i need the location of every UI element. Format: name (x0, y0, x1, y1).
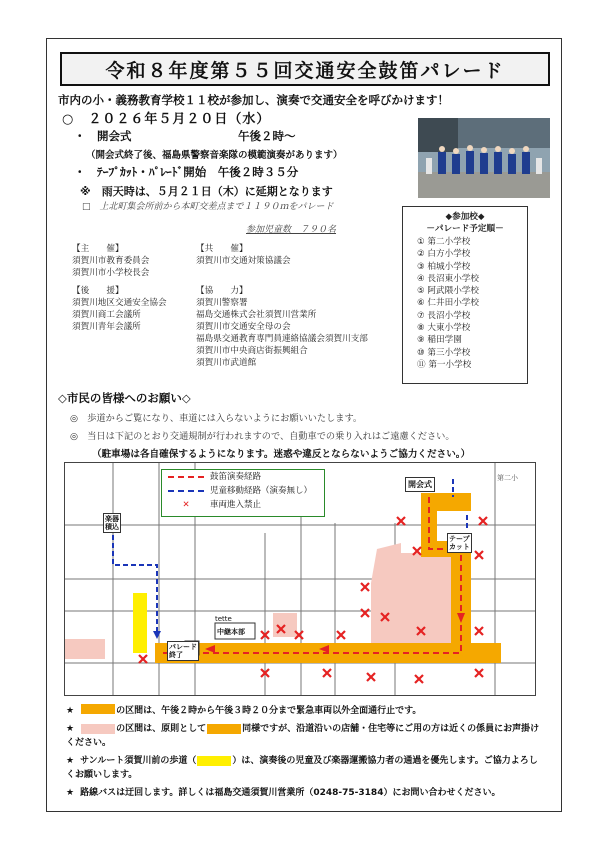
support-title: 【後 援】 (72, 286, 124, 296)
page-title: 令和８年度第５５回交通安全鼓笛パレード (60, 52, 550, 86)
pink-swatch (81, 724, 115, 734)
school-list-subheading: －パレード予定順－ (426, 224, 504, 234)
opening-marker: 開会式 (405, 477, 435, 492)
opening-note: （開会式終了後、福島県警察音楽隊の模範演奏があります） (86, 150, 343, 161)
opening-label: ・ 開会式 (74, 129, 132, 143)
list-item: ⑧ 大東小学校 (417, 323, 471, 334)
parking-note: （駐車場は各自確保するようになります。迷惑や違反とならないようご協力ください。） (92, 449, 471, 460)
list-item: ⑪ 第一小学校 (417, 359, 472, 370)
list-item: ⑤ 阿武隈小学校 (417, 286, 479, 297)
school2-label: 第二小 (497, 474, 518, 482)
parade-photo (418, 118, 550, 198)
blue-dash-icon (168, 490, 204, 492)
school-list-box (402, 206, 528, 384)
cohost-title: 【共 催】 (196, 244, 248, 254)
coop-5: 須賀川市中央商店街振興組合 (196, 346, 308, 356)
orange-swatch (81, 704, 115, 714)
red-dash-icon (168, 476, 204, 478)
coop-3: 須賀川市交通安全母の会 (196, 322, 291, 332)
coop-2: 福島交通株式会社須賀川営業所 (196, 310, 317, 320)
note-text: 路線バスは迂回します。詳しくは福島交通須賀川営業所（0248-75-3184）にお問い合わせください。 (80, 788, 501, 798)
school-list-heading: ◆参加校◆ (445, 212, 485, 222)
note-text: ）は、演奏後の児童及び楽器運搬協力者の通過を優先します。ご協力よろしくお願いします。 (66, 756, 538, 780)
host-title: 【主 催】 (72, 244, 124, 254)
rain-note: ※ 雨天時は、５月２１日（木）に延期となります (80, 185, 333, 198)
parade-end-marker: パレード 終了 (169, 643, 197, 659)
relay-hq-label: 中継本部 (217, 628, 245, 636)
list-item: ② 白方小学校 (417, 249, 471, 260)
map-legend (161, 469, 325, 517)
coop-4: 福島県交通教育専門員連絡協議会須賀川支部 (196, 334, 368, 344)
list-item: ① 第二小学校 (417, 237, 471, 247)
list-item: ④ 長沼東小学校 (417, 273, 479, 284)
list-item: ⑩ 第三小学校 (417, 347, 471, 358)
parade-start: ・ ﾃｰﾌﾟｶｯﾄ・ﾊﾟﾚｰﾄﾞ開始 午後２時３５分 (74, 165, 299, 179)
request-item-1: ◎ 歩道からご覧になり、車道には入らないようにお願いいたします。 (70, 413, 363, 424)
list-item: ⑨ 稲田学園 (417, 335, 462, 346)
coop-title: 【協 力】 (196, 286, 248, 296)
event-date: ○ ２０２６年５月２０日（水） (62, 112, 271, 127)
tape-cut-marker: テープ カット (449, 535, 470, 551)
note-star: ★ (66, 724, 75, 734)
route-note: □ 上北町集会所前から本町交差点まで１１９０ｍをパレード (82, 202, 334, 212)
support-2: 須賀川商工会議所 (72, 310, 141, 320)
note-star: ★ (66, 788, 75, 798)
legend-item (162, 470, 324, 484)
coop-1: 須賀川警察署 (196, 298, 248, 308)
yellow-swatch (197, 756, 231, 766)
notes-section (66, 704, 546, 800)
participant-count: 参加児童数 ７９０名 (246, 225, 337, 235)
host-1: 須賀川市教育委員会 (72, 256, 150, 266)
host-2: 須賀川市小学校長会 (72, 268, 150, 278)
school-list (403, 236, 527, 371)
request-item-2: ◎ 当日は下記のとおり交通規制が行われますので、自動車での乗り入れはご遠慮ください。 (70, 431, 455, 442)
orange-swatch (207, 724, 241, 734)
legend-label: 車両進入禁止 (210, 500, 262, 510)
support-3: 須賀川青年会議所 (72, 322, 141, 332)
note-row (66, 722, 546, 750)
requests-heading: ◇市民の皆様へのお願い◇ (58, 391, 191, 405)
list-item: ③ 柏城小学校 (417, 261, 471, 272)
instrument-loading-marker: 楽器 積込 (105, 515, 119, 531)
note-star: ★ (66, 706, 75, 716)
note-row (66, 704, 546, 718)
x-mark-icon: ✕ (182, 500, 190, 510)
note-text: 同様ですが、沿道沿いの店舗・住宅等にご用の方は近くの係員にお声掛けください。 (66, 724, 540, 748)
list-item: ⑦ 長沼小学校 (417, 310, 471, 321)
note-text: の区間は、原則として (116, 724, 207, 734)
cohost-1: 須賀川市交通対策協議会 (196, 256, 291, 266)
support-1: 須賀川地区交通安全協会 (72, 298, 167, 308)
legend-item (162, 484, 324, 498)
note-text: サンルート須賀川前の歩道（ (80, 756, 197, 766)
legend-item (162, 498, 324, 512)
legend-label: 児童移動経路（演奏無し） (210, 486, 313, 496)
note-star: ★ (66, 756, 75, 766)
note-row (66, 754, 546, 782)
route-map (64, 462, 536, 696)
coop-6: 須賀川市武道館 (196, 358, 257, 368)
note-row (66, 786, 546, 800)
note-text: の区間は、午後２時から午後３時２０分まで緊急車両以外全面通行止です。 (116, 706, 422, 716)
legend-label: 鼓笛演奏経路 (210, 472, 262, 482)
lead-text: 市内の小・義務教育学校１１校が参加し、演奏で交通安全を呼びかけます！ (58, 93, 449, 107)
list-item: ⑥ 仁井田小学校 (417, 298, 479, 309)
opening-time: 午後２時～ (238, 129, 296, 143)
tette-label: tette (215, 615, 232, 623)
